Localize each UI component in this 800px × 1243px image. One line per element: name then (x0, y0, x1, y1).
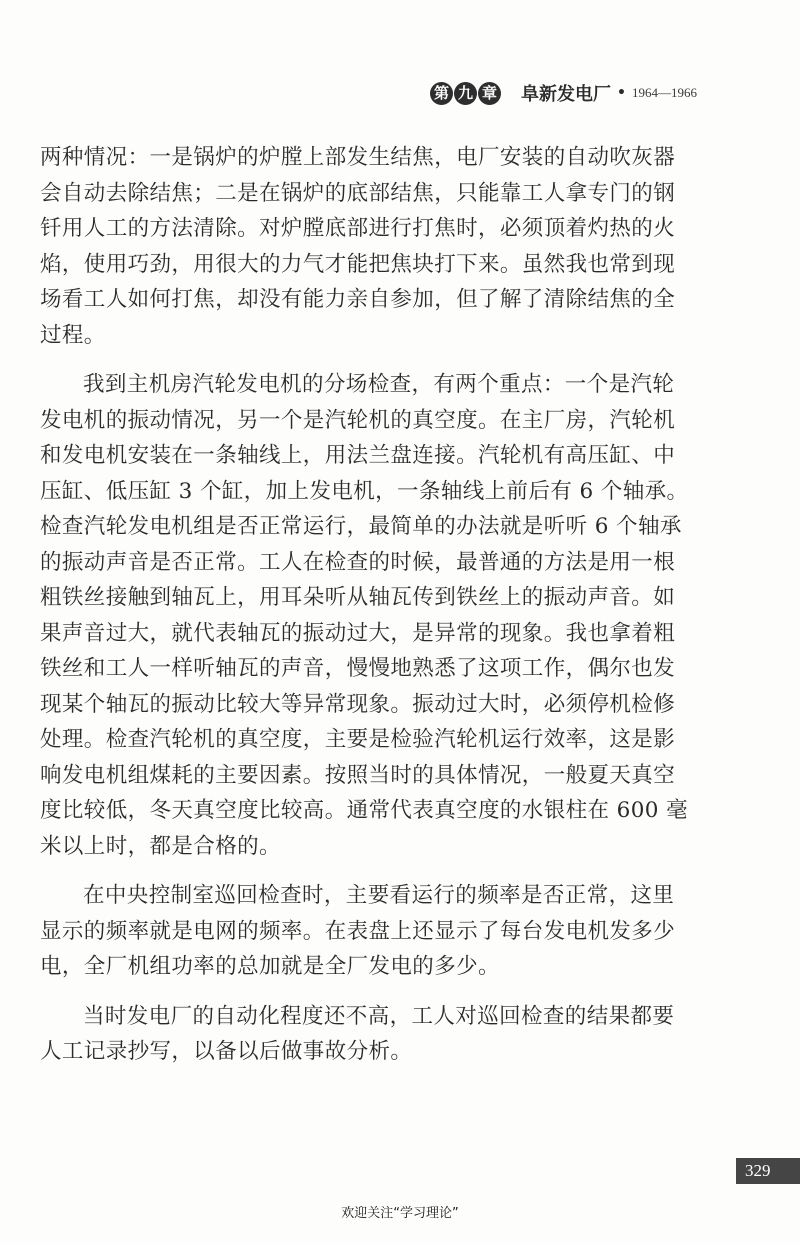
chapter-title: 阜新发电厂 (521, 84, 612, 105)
header-separator: • (617, 85, 626, 101)
paragraph: 我到主机房汽轮发电机的分场检查，有两个重点：一个是汽轮发电机的振动情况，另一个是汽轮机的真空度。在主厂房，汽轮机和发电机安装在一条轴线上，用法兰盘连接。汽轮机有高压缸、中压缸、低压缸 3 个缸，加上发电机，一条轴线上前后有 6 个轴承。检查汽轮发电机组是否正常运行，最简单的办法就是听听 6 个轴承的振动声音是否正常。工人在检查的时候，最普通的方法是用一根粗铁丝接触到轴瓦上，用耳朵听从轴瓦传到铁丝上的振动声音。如果声音过大，就代表轴瓦的振动过大，是异常的现象。我也拿着粗铁丝和工人一样听轴瓦的声音，慢慢地熟悉了这项工作，偶尔也发现某个轴瓦的振动比较大等异常现象。振动过大时，必须停机检修处理。检查汽轮机的真空度，主要是检验汽轮机运行效率，这是影响发电机组煤耗的主要因素。按照当时的具体情况，一般夏天真空度比较低，冬天真空度比较高。通常代表真空度的水银柱在 600 毫米以上时，都是合格的。 (40, 372, 689, 859)
chapter-badge-char: 章 (478, 82, 501, 105)
body-text (40, 140, 692, 1084)
paragraph: 当时发电厂的自动化程度还不高，工人对巡回检查的结果都要人工记录抄写，以备以后做事故分析。 (40, 1003, 675, 1064)
chapter-badge (430, 82, 501, 105)
page-number: 329 (736, 1158, 800, 1184)
chapter-years: 1964—1966 (632, 85, 697, 100)
chapter-badge-char: 第 (430, 82, 453, 105)
paragraph: 两种情况：一是锅炉的炉膛上部发生结焦，电厂安装的自动吹灰器会自动去除结焦；二是在锅炉的底部结焦，只能靠工人拿专门的钢钎用人工的方法清除。对炉膛底部进行打焦时，必须顶着灼热的火焰，使用巧劲，用很大的力气才能把焦块打下来。虽然我也常到现场看工人如何打焦，却没有能力亲自参加，但了解了清除结焦的全过程。 (40, 145, 676, 348)
paragraph: 在中央控制室巡回检查时，主要看运行的频率是否正常，这里显示的频率就是电网的频率。在表盘上还显示了每台发电机发多少电，全厂机组功率的总加就是全厂发电的多少。 (40, 883, 676, 979)
running-header (430, 80, 697, 106)
footer-note: 欢迎关注“学习理论” (341, 1206, 459, 1221)
chapter-badge-char: 九 (454, 82, 477, 105)
